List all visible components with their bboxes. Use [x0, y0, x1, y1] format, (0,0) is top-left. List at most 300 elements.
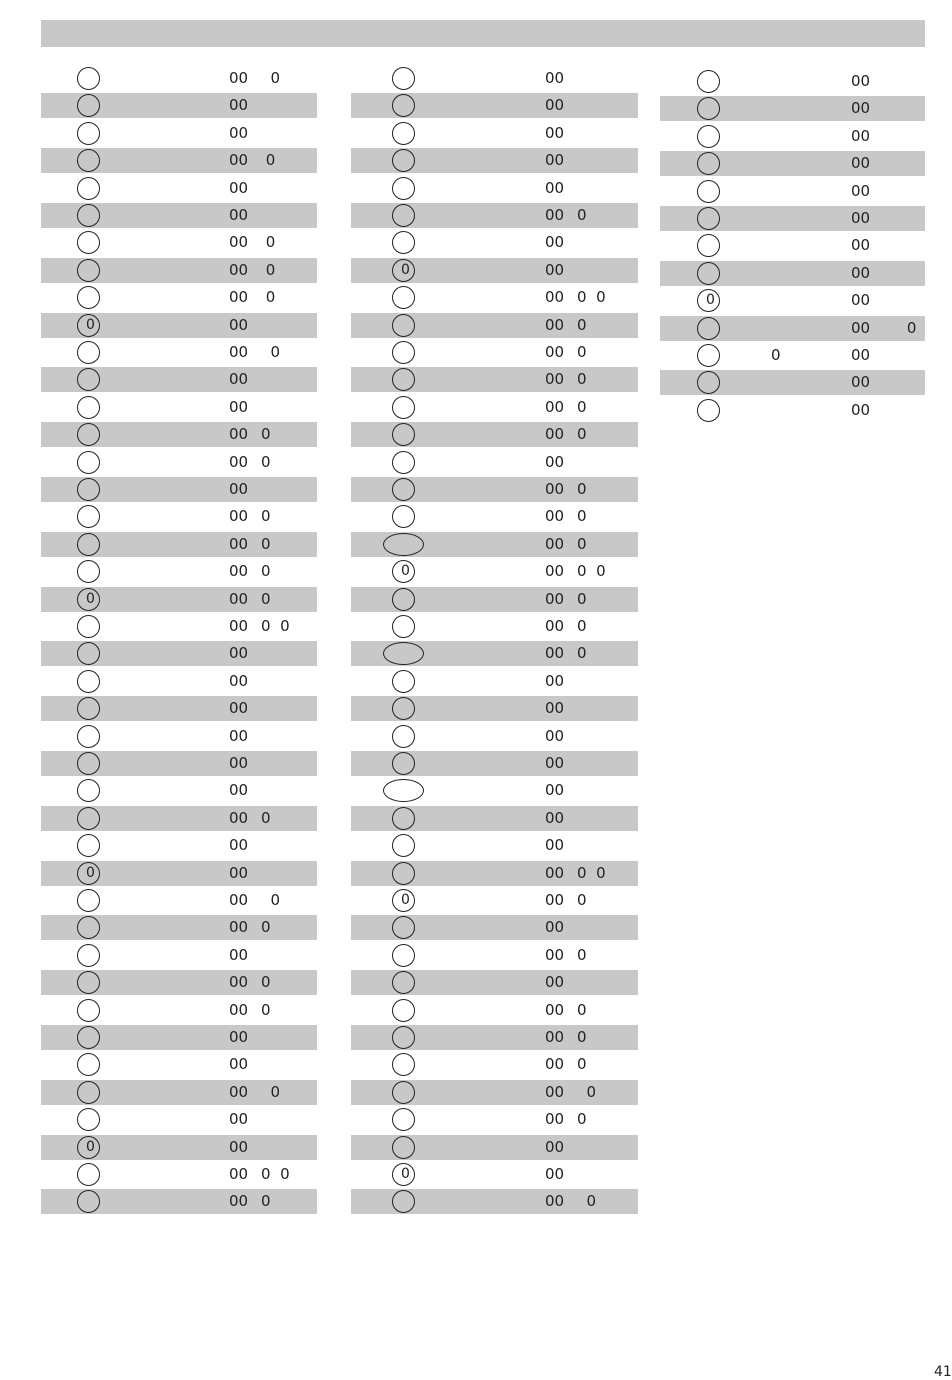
- table-row: [351, 285, 638, 310]
- table-row: [41, 285, 317, 310]
- circle-mark: [383, 642, 424, 665]
- code-label: 00: [545, 425, 565, 443]
- table-row: [351, 778, 638, 803]
- note-label: 0: [261, 1001, 271, 1019]
- code-label: 00: [545, 69, 565, 87]
- code-label: 00: [229, 370, 249, 388]
- circle-mark: [77, 314, 100, 337]
- circle-mark: [697, 207, 720, 230]
- circle-mark: [77, 725, 100, 748]
- code-label: 00: [229, 343, 249, 361]
- table-row: [41, 1162, 317, 1187]
- note-label: 0: [261, 1192, 271, 1210]
- circle-mark: [77, 1108, 100, 1131]
- table-row: [351, 313, 638, 338]
- code-label: 00: [851, 236, 871, 254]
- mark-label: 0: [401, 262, 410, 278]
- code-label: 00: [545, 1028, 565, 1046]
- note-label: 0: [577, 480, 587, 498]
- mark-label: 0: [86, 591, 95, 607]
- code-label: 00: [545, 781, 565, 799]
- table-row: [660, 69, 925, 94]
- note-label: 0: [577, 590, 587, 608]
- code-label: 00: [229, 754, 249, 772]
- note-label: 0: [577, 891, 587, 909]
- note-label: 0: [261, 288, 276, 306]
- code-label: 00: [229, 179, 249, 197]
- table-row: [41, 778, 317, 803]
- table-row: [351, 861, 638, 886]
- table-row: [351, 258, 638, 283]
- note-label: 0: [577, 1028, 587, 1046]
- code-label: 00: [229, 1192, 249, 1210]
- code-label: 00: [545, 398, 565, 416]
- code-label: 00: [545, 1192, 565, 1210]
- note-label: 0 0: [577, 864, 606, 882]
- table-row: [660, 151, 925, 176]
- circle-mark: [392, 1136, 415, 1159]
- code-label: 00: [229, 151, 249, 169]
- circle-mark: [697, 152, 720, 175]
- note-label: 0: [577, 343, 587, 361]
- code-label: 00: [545, 672, 565, 690]
- circle-mark: [77, 122, 100, 145]
- circle-mark: [77, 341, 100, 364]
- code-label: 00: [229, 316, 249, 334]
- code-label: 00: [229, 781, 249, 799]
- circle-mark: [392, 149, 415, 172]
- mark-label: 0: [401, 1166, 410, 1182]
- table-row: [351, 943, 638, 968]
- circle-mark: [392, 1053, 415, 1076]
- circle-mark: [392, 1163, 415, 1186]
- code-label: 00: [229, 535, 249, 553]
- table-row: [41, 477, 317, 502]
- table-row: [41, 751, 317, 776]
- note-label: 0: [577, 370, 587, 388]
- table-row: [351, 340, 638, 365]
- table-row: [660, 261, 925, 286]
- code-label: 00: [545, 206, 565, 224]
- code-label: 00: [851, 154, 871, 172]
- code-label: 00: [545, 288, 565, 306]
- code-label: 00: [229, 69, 249, 87]
- table-row: [351, 696, 638, 721]
- circle-mark: [392, 916, 415, 939]
- code-label: 00: [545, 946, 565, 964]
- code-label: 00: [851, 264, 871, 282]
- table-row: [351, 230, 638, 255]
- table-row: [41, 1107, 317, 1132]
- code-label: 00: [229, 206, 249, 224]
- code-label: 00: [545, 480, 565, 498]
- table-row: [351, 1107, 638, 1132]
- code-label: 00: [851, 209, 871, 227]
- note-label: 0: [577, 425, 587, 443]
- code-label: 00: [229, 453, 249, 471]
- code-label: 00: [229, 1083, 249, 1101]
- code-label: 00: [545, 864, 565, 882]
- code-label: 00: [229, 1028, 249, 1046]
- table-row: [660, 370, 925, 395]
- code-label: 00: [545, 261, 565, 279]
- table-row: [41, 121, 317, 146]
- code-label: 00: [229, 398, 249, 416]
- note-label: 0: [261, 918, 271, 936]
- note-label: 0: [261, 507, 271, 525]
- table-row: [351, 1080, 638, 1105]
- circle-mark: [77, 177, 100, 200]
- circle-mark: [392, 1108, 415, 1131]
- circle-mark: [392, 834, 415, 857]
- note-label: 0: [261, 891, 281, 909]
- note-label: 0: [577, 316, 587, 334]
- circle-mark: [697, 399, 720, 422]
- circle-mark: [77, 396, 100, 419]
- code-label: 00: [851, 401, 871, 419]
- code-label: 00: [545, 124, 565, 142]
- code-label: 00: [229, 96, 249, 114]
- circle-mark: [392, 286, 415, 309]
- code-label: 00: [229, 672, 249, 690]
- code-label: 00: [229, 425, 249, 443]
- table-row: [660, 288, 925, 313]
- code-label: 00: [545, 1110, 565, 1128]
- table-row: [41, 313, 317, 338]
- circle-mark: [697, 180, 720, 203]
- table-row: [351, 833, 638, 858]
- circle-mark: [77, 916, 100, 939]
- code-label: 00: [229, 891, 249, 909]
- circle-mark: [392, 451, 415, 474]
- code-label: 00: [545, 343, 565, 361]
- circle-mark: [392, 231, 415, 254]
- note-label: 0: [577, 1083, 597, 1101]
- table-row: [41, 806, 317, 831]
- table-row: [351, 1025, 638, 1050]
- code-label: 00: [851, 127, 871, 145]
- circle-mark: [77, 560, 100, 583]
- circle-mark: [77, 615, 100, 638]
- circle-mark: [697, 317, 720, 340]
- code-label: 00: [229, 1110, 249, 1128]
- note-label: 0 0: [577, 288, 606, 306]
- code-label: 00: [545, 96, 565, 114]
- table-row: [41, 833, 317, 858]
- table-row: [41, 861, 317, 886]
- table-row: [41, 1135, 317, 1160]
- table-row: [41, 395, 317, 420]
- code-label: 00: [229, 507, 249, 525]
- note-label: 0: [577, 644, 587, 662]
- code-label: 00: [545, 1055, 565, 1073]
- circle-mark: [77, 94, 100, 117]
- table-row: [660, 124, 925, 149]
- circle-mark: [697, 234, 720, 257]
- code-label: 00: [229, 1001, 249, 1019]
- circle-mark: [77, 588, 100, 611]
- circle-mark: [392, 725, 415, 748]
- circle-mark: [77, 1081, 100, 1104]
- code-label: 00: [229, 480, 249, 498]
- table-row: [41, 998, 317, 1023]
- code-label: 00: [545, 507, 565, 525]
- table-row: [660, 206, 925, 231]
- code-label: 00: [545, 918, 565, 936]
- table-row: [351, 422, 638, 447]
- note-label: 0: [261, 535, 271, 553]
- note-label: 0: [577, 1001, 587, 1019]
- table-row: [351, 751, 638, 776]
- table-row: [41, 422, 317, 447]
- note-label: 0: [883, 319, 917, 337]
- note-label: 0: [577, 617, 587, 635]
- circle-mark: [697, 371, 720, 394]
- table-row: [351, 614, 638, 639]
- circle-mark: [697, 70, 720, 93]
- code-label: 00: [545, 453, 565, 471]
- table-row: [660, 96, 925, 121]
- circle-mark: [392, 807, 415, 830]
- code-label: 00: [545, 809, 565, 827]
- table-row: [351, 367, 638, 392]
- table-row: [351, 559, 638, 584]
- circle-mark: [392, 478, 415, 501]
- circle-mark: [77, 149, 100, 172]
- circle-mark: [383, 533, 424, 556]
- note-label: 0 0: [261, 1165, 290, 1183]
- table-row: [41, 258, 317, 283]
- circle-mark: [77, 423, 100, 446]
- table-row: [41, 724, 317, 749]
- circle-mark: [77, 697, 100, 720]
- circle-mark: [77, 1136, 100, 1159]
- header-bar: [41, 20, 925, 47]
- note-label: 0: [261, 562, 271, 580]
- code-label: 00: [545, 891, 565, 909]
- code-label: 00: [545, 590, 565, 608]
- mark-label: 0: [401, 563, 410, 579]
- code-label: 00: [229, 809, 249, 827]
- code-label: 00: [545, 535, 565, 553]
- table-row: [351, 66, 638, 91]
- circle-mark: [392, 122, 415, 145]
- mark-label: 0: [86, 865, 95, 881]
- table-row: [41, 641, 317, 666]
- circle-mark: [77, 1053, 100, 1076]
- code-label: 00: [545, 1138, 565, 1156]
- circle-mark: [392, 999, 415, 1022]
- circle-mark: [392, 368, 415, 391]
- circle-mark: [392, 944, 415, 967]
- table-row: [351, 395, 638, 420]
- code-label: 00: [229, 864, 249, 882]
- circle-mark: [392, 752, 415, 775]
- circle-mark: [77, 779, 100, 802]
- table-row: [41, 340, 317, 365]
- circle-mark: [77, 944, 100, 967]
- circle-mark: [697, 125, 720, 148]
- table-row: [351, 203, 638, 228]
- table-row: [351, 1135, 638, 1160]
- circle-mark: [77, 259, 100, 282]
- code-label: 00: [229, 836, 249, 854]
- code-label: 00: [545, 151, 565, 169]
- mark-label: 0: [401, 892, 410, 908]
- circle-mark: [77, 670, 100, 693]
- circle-mark: [77, 834, 100, 857]
- circle-mark: [383, 779, 424, 802]
- table-row: [41, 669, 317, 694]
- circle-mark: [697, 97, 720, 120]
- circle-mark: [392, 314, 415, 337]
- circle-mark: [77, 752, 100, 775]
- table-row: [351, 504, 638, 529]
- code-label: 00: [545, 617, 565, 635]
- code-label: 00: [229, 288, 249, 306]
- code-label: 00: [229, 1055, 249, 1073]
- table-row: [41, 66, 317, 91]
- note-label: 0: [577, 206, 587, 224]
- code-label: 00: [545, 973, 565, 991]
- note-label: 0: [577, 946, 587, 964]
- table-row: [351, 806, 638, 831]
- circle-mark: [392, 560, 415, 583]
- code-label: 00: [851, 291, 871, 309]
- circle-mark: [77, 533, 100, 556]
- code-label: 00: [851, 182, 871, 200]
- note-label: 0: [261, 233, 276, 251]
- table-row: [351, 93, 638, 118]
- circle-mark: [77, 889, 100, 912]
- code-label: 00: [545, 370, 565, 388]
- code-label: 00: [229, 261, 249, 279]
- note-label: 0: [261, 590, 271, 608]
- table-row: [41, 93, 317, 118]
- circle-mark: [392, 505, 415, 528]
- circle-mark: [77, 505, 100, 528]
- note-label: 0: [577, 1055, 587, 1073]
- table-row: [351, 915, 638, 940]
- note-label: 0: [577, 398, 587, 416]
- mid-label: 0: [771, 346, 781, 364]
- table-row: [351, 450, 638, 475]
- circle-mark: [77, 999, 100, 1022]
- circle-mark: [77, 1190, 100, 1213]
- table-row: [41, 1080, 317, 1105]
- table-row: [351, 532, 638, 557]
- code-label: 00: [229, 233, 249, 251]
- circle-mark: [77, 368, 100, 391]
- circle-mark: [77, 862, 100, 885]
- table-row: [351, 641, 638, 666]
- table-row: [41, 888, 317, 913]
- code-label: 00: [851, 373, 871, 391]
- circle-mark: [392, 204, 415, 227]
- circle-mark: [77, 807, 100, 830]
- mark-label: 0: [86, 317, 95, 333]
- table-row: [351, 888, 638, 913]
- code-label: 00: [229, 590, 249, 608]
- table-row: [660, 398, 925, 423]
- table-row: [660, 233, 925, 258]
- circle-mark: [392, 615, 415, 638]
- table-row: [41, 614, 317, 639]
- circle-mark: [697, 289, 720, 312]
- circle-mark: [392, 889, 415, 912]
- circle-mark: [77, 451, 100, 474]
- table-row: [351, 148, 638, 173]
- table-row: [351, 669, 638, 694]
- code-label: 00: [229, 1138, 249, 1156]
- table-row: [351, 1162, 638, 1187]
- table-row: [41, 230, 317, 255]
- circle-mark: [697, 344, 720, 367]
- table-row: [351, 121, 638, 146]
- note-label: 0: [261, 1083, 281, 1101]
- code-label: 00: [851, 72, 871, 90]
- circle-mark: [77, 204, 100, 227]
- note-label: 0: [261, 151, 276, 169]
- table-row: [41, 203, 317, 228]
- code-label: 00: [545, 1001, 565, 1019]
- code-label: 00: [851, 346, 871, 364]
- note-label: 0: [261, 453, 271, 471]
- table-row: [41, 367, 317, 392]
- code-label: 00: [229, 644, 249, 662]
- note-label: 0: [261, 69, 281, 87]
- mark-label: 0: [706, 292, 715, 308]
- circle-mark: [392, 971, 415, 994]
- table-row: [351, 477, 638, 502]
- circle-mark: [392, 177, 415, 200]
- table-row: [351, 1189, 638, 1214]
- code-label: 00: [545, 644, 565, 662]
- circle-mark: [392, 67, 415, 90]
- circle-mark: [392, 1081, 415, 1104]
- note-label: 0: [577, 507, 587, 525]
- circle-mark: [77, 231, 100, 254]
- page-number: 41: [934, 1364, 952, 1380]
- note-label: 0: [261, 261, 276, 279]
- code-label: 00: [545, 179, 565, 197]
- table-row: [660, 179, 925, 204]
- table-row: [351, 587, 638, 612]
- note-label: 0: [261, 343, 281, 361]
- table-row: [351, 998, 638, 1023]
- table-row: [41, 559, 317, 584]
- table-row: [41, 532, 317, 557]
- circle-mark: [392, 259, 415, 282]
- table-row: [41, 1052, 317, 1077]
- circle-mark: [77, 1026, 100, 1049]
- table-row: [351, 970, 638, 995]
- table-row: [41, 450, 317, 475]
- code-label: 00: [229, 124, 249, 142]
- code-label: 00: [851, 99, 871, 117]
- code-label: 00: [229, 918, 249, 936]
- table-row: [660, 343, 925, 368]
- code-label: 00: [545, 316, 565, 334]
- table-row: [660, 316, 925, 341]
- circle-mark: [392, 588, 415, 611]
- code-label: 00: [229, 973, 249, 991]
- code-label: 00: [545, 233, 565, 251]
- table-row: [41, 587, 317, 612]
- table-row: [351, 724, 638, 749]
- table-row: [41, 1025, 317, 1050]
- circle-mark: [392, 697, 415, 720]
